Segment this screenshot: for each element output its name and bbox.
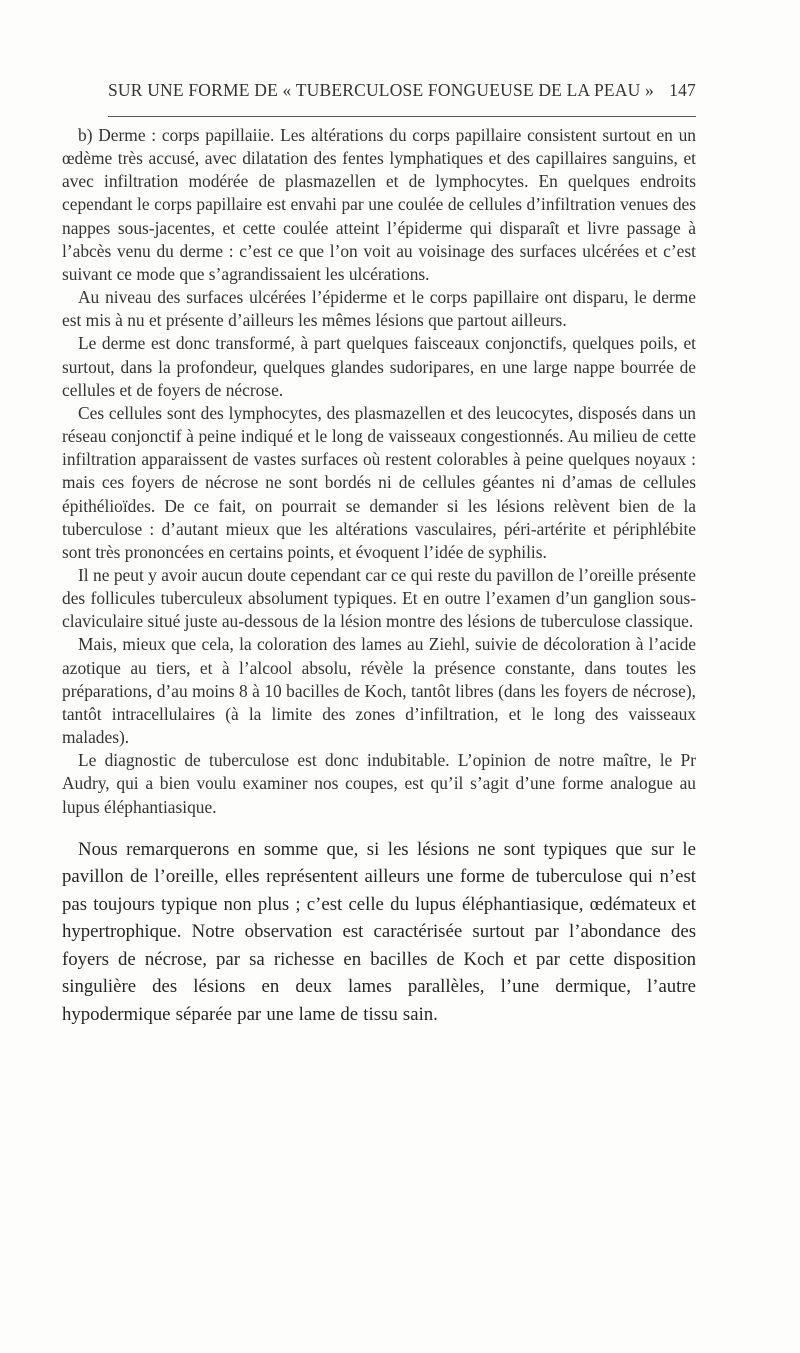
paragraph-aucun-doute: Il ne peut y avoir aucun doute cependant car ce qui reste du pavillon de l’oreille présente des follicules tuberculeux absolument typiques. Et en outre l’examen d’un ganglion sous-claviculaire situé juste au-dessous de la lésion montre des lésions de tuberculose classique. [62,564,696,632]
paragraph-derme: b) Derme : corps papillaiie. Les altérations du corps papillaire consistent surtout en un œdème très accusé, avec dilatation des fentes lymphatiques et des capillaires sanguins, et avec infiltration modérée de plasmazellen et de lymphocytes. En quelques endroits cependant le corps papillaire est envahi par une coulée de cellules d’infiltration venues des nappes sous-jacentes, et cette coulée atteint l’épiderme qui disparaît et livre passage à l’abcès venu du derme : c’est ce que l’on voit au voisinage des surfaces ulcérées et c’est suivant ce mode que s’agrandissaient les ulcérations. [62,125,696,284]
large-print-section [62,836,696,1029]
paragraph-diagnostic: Le diagnostic de tuberculose est donc indubitable. L’opinion de notre maître, le Pr Audry, qui a bien voulu examiner nos coupes, est qu’il s’agit d’une forme analogue au lupus éléphantiasique. [62,750,696,817]
page-number: 147 [669,80,696,100]
paragraph-surfaces-ulcerees: Au niveau des surfaces ulcérées l’épiderme et le corps papillaire ont disparu, le derme est mis à nu et présente d’ailleurs les mêmes lésions que partout ailleurs. [62,287,696,331]
paragraph-conclusion: Nous remarquerons en somme que, si les lésions ne sont typiques que sur le pavillon de l’oreille, elles représentent ailleurs une forme de tuberculose qui n’est pas toujours typique non plus ; c’est celle du lupus éléphantiasique, œdémateux et hypertrophique. Notre observation est caractérisée surtout par l’abondance des foyers de nécrose, par sa richesse en bacilles de Koch et par cette disposition singulière des lésions en deux lames parallèles, l’une dermique, l’autre hypodermique séparée par une lame de tissu sain. [62,838,696,1025]
paragraph-derme-transforme: Le derme est donc transformé, à part quelques faisceaux conjonctifs, quelques poils, et surtout, dans la profondeur, quelques glandes sudoripares, en une large nappe bourrée de cellules et de foyers de nécrose. [62,333,696,400]
body-text [62,124,696,1028]
running-title: SUR UNE FORME DE « TUBERCULOSE FONGUEUSE DE LA PEAU » [108,80,655,100]
paragraph-cellules: Ces cellules sont des lymphocytes, des plasmazellen et des leucocytes, disposés dans un réseau conjonctif à peine indiqué et le long de vaisseaux congestionnés. Au milieu de cette infiltration apparaissent de vastes surfaces où restent colorables à peine quelques noyaux : mais ces foyers de nécrose ne sont bordés ni de cellules géantes ni d’amas de cellules épithélioïdes. De ce fait, on pourrait se demander si les lésions relèvent bien de la tuberculose : d’autant mieux que les altérations vasculaires, péri-artérite et périphlébite sont très prononcées en certains points, et évoquent l’idée de syphilis. [62,402,696,562]
paragraph-ziehl: Mais, mieux que cela, la coloration des lames au Ziehl, suivie de décoloration à l’acide azotique au tiers, et à l’alcool absolu, révèle la présence constante, dans toutes les préparations, d’au moins 8 à 10 bacilles de Koch, tantôt libres (dans les foyers de nécrose), tantôt intracellulaires (à la limite des zones d’infiltration, et le long des vaisseaux malades). [62,634,696,748]
header-rule [108,116,696,117]
small-print-section [62,124,696,819]
running-head [108,80,696,110]
